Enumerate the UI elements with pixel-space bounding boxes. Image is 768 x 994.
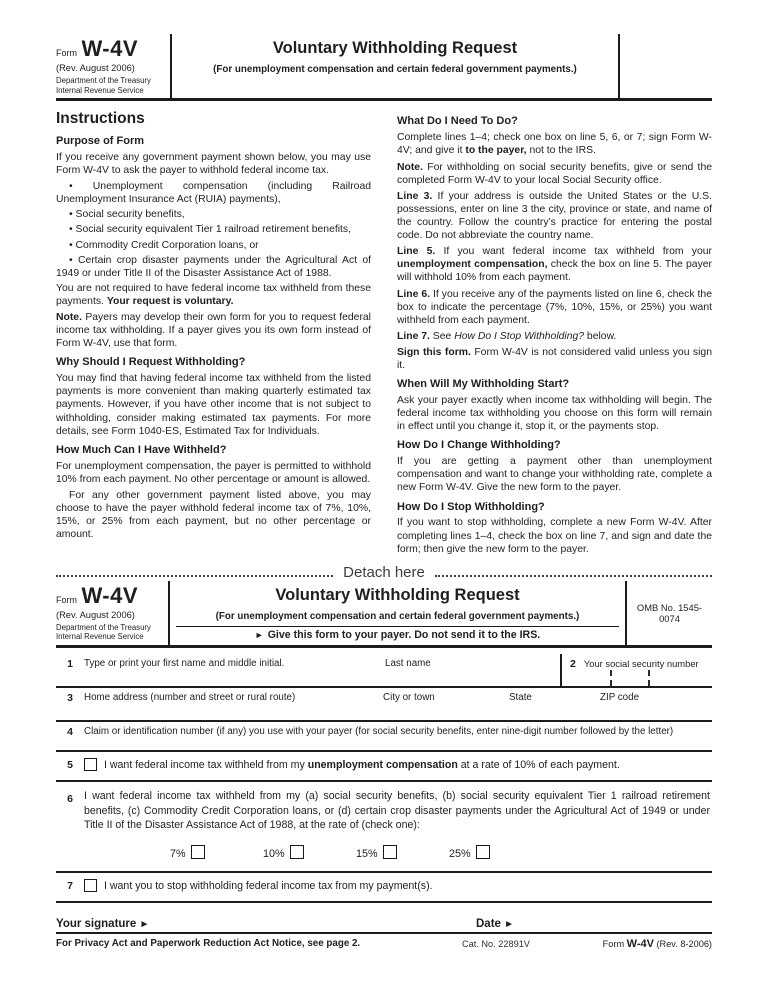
form-footer — [56, 938, 712, 952]
header-title-block — [170, 34, 620, 98]
instructions-left-column — [56, 109, 371, 558]
rate-option-7 — [170, 847, 263, 861]
dept-irs: Internal Revenue Service — [56, 632, 144, 642]
paragraph: You may find that having federal income tax withheld from the listed payments is more convenient than making quarterly estimated tax payments. However, if you have other income that is not subject to withholding, consider making estimated tax payments. For more details, see Form 1040-ES, Estimated Tax for Individuals. — [56, 373, 371, 437]
form-number: W-4V — [81, 36, 139, 61]
line7-number: 7 — [67, 880, 73, 893]
rate-25-label: 25% — [449, 848, 471, 861]
paragraph: Note. For withholding on social security benefits, give or send the completed Form W-4V to your local Social Security office. — [397, 161, 712, 186]
line7-checkbox[interactable] — [84, 879, 97, 892]
paragraph: You are not required to have federal income tax withheld from these payments. Your request is voluntary. — [56, 282, 371, 307]
last-name-label: Last name — [385, 658, 431, 670]
paragraph: Complete lines 1–4; check one box on line 5, 6, or 7; sign Form W-4V; and give it to the payer, not to the IRS. — [397, 132, 712, 157]
rate-25-checkbox[interactable] — [476, 845, 490, 859]
paragraph: For unemployment compensation, the payer is permitted to withhold 10% from each payment. No other percentage or amount is allowed. — [56, 460, 371, 485]
city-label: City or town — [383, 692, 435, 704]
footer-form-id: Form W-4V (Rev. 8-2006) — [602, 938, 712, 951]
give-to-payer-note: ► Give this form to your payer. Do not send it to the IRS. — [176, 626, 619, 644]
paragraph: Line 5. If you want federal income tax withheld from your unemployment compensation, check the box on line 5. The payer will withhold 10% from each payment. — [397, 246, 712, 284]
form-title-block — [168, 581, 627, 645]
form-title: Voluntary Withholding Request — [275, 585, 520, 604]
section-heading: How Do I Change Withholding? — [397, 439, 561, 452]
zip-label: ZIP code — [600, 692, 640, 704]
claim-number-label: Claim or identification number (if any) you use with your payer (for social security benefits, enter nine-digit number followed by the letter) — [84, 726, 674, 738]
bullet-icon: • — [69, 181, 93, 193]
right-arrow-icon: ► — [139, 919, 150, 931]
dept-treasury: Department of the Treasury — [56, 76, 151, 85]
ssn-field[interactable] — [560, 654, 712, 686]
line5-checkbox[interactable] — [84, 758, 97, 771]
zip-field[interactable] — [600, 688, 712, 720]
bullet-icon: • — [69, 254, 78, 266]
state-field[interactable] — [509, 688, 600, 720]
paragraph: Sign this form. Form W-4V is not considered valid unless you sign it. — [397, 346, 712, 372]
line5-text: I want federal income tax withheld from my unemployment compensation at a rate of 10% of each payment. — [104, 759, 620, 772]
paragraph: For any other government payment listed above, you may choose to have the payer withhold federal income tax of 7%, 10%, 15%, or 25% from each payment, but no other percentage or amount. — [56, 489, 371, 541]
form-number: W-4V — [626, 938, 654, 951]
right-arrow-icon: ► — [254, 629, 264, 640]
last-name-field[interactable] — [385, 654, 560, 686]
instructions-header — [56, 34, 712, 101]
line1-number: 1 — [67, 658, 73, 671]
section-heading: Why Should I Request Withholding? — [56, 356, 246, 369]
city-field[interactable] — [383, 688, 509, 720]
paragraph: If you are getting a payment other than unemployment compensation and want to change your withholding rate, complete a new Form W-4V. Give the new form to the payer. — [397, 456, 712, 494]
rate-15-label: 15% — [356, 848, 378, 861]
line3-row — [56, 688, 712, 722]
form-header — [56, 581, 712, 648]
claim-number-field[interactable] — [84, 722, 712, 750]
paragraph: Ask your payer exactly when income tax withholding will begin. The federal income tax withholding you choose on this form will remain in effect until you change it, stop it, or the payments stop. — [397, 395, 712, 433]
right-arrow-icon: ► — [504, 919, 515, 931]
dept-treasury: Department of the Treasury — [56, 622, 151, 632]
rate-option-15 — [356, 847, 449, 861]
form-body — [56, 654, 712, 952]
line4-row — [56, 722, 712, 752]
omb-number: OMB No. 1545-0074 — [636, 601, 703, 624]
paragraph: If you want to stop withholding, complete a new Form W-4V. After completing lines 1–4, check the box on line 7, and sign and date the form; then give the new form to the payer. — [397, 517, 712, 555]
form-word: Form — [56, 594, 77, 605]
first-name-label: Type or print your first name and middle initial. — [84, 658, 285, 670]
dept-irs: Internal Revenue Service — [56, 85, 144, 95]
line6-text: I want federal income tax withheld from my (a) social security benefits, (b) social security equivalent Tier 1 railroad retirement benefits, (c) Commodity Credit Corporation loans, or (d) certain crop disaster payments under the Agricultural Act of 1949 or under Title II of the Disaster Assistance Act of 1988, at the rate of (check one): — [84, 790, 710, 832]
signature-row — [56, 912, 712, 934]
line6-row — [56, 782, 712, 873]
form-identity — [56, 34, 170, 98]
section-heading: How Do I Stop Withholding? — [397, 500, 545, 513]
bullet-icon: • — [69, 224, 76, 236]
rate-7-checkbox[interactable] — [191, 845, 205, 859]
ssn-separator — [610, 670, 612, 686]
form-identity-bottom — [56, 581, 168, 645]
line5-row — [56, 752, 712, 782]
line2-number: 2 — [570, 658, 576, 671]
rate-15-checkbox[interactable] — [383, 845, 397, 859]
paragraph: Line 3. If your address is outside the United States or the U.S. possessions, enter on line 3 the city, province or state, and name of the country. Follow the country’s practice for entering the postal code. Do not abbreviate the country name. — [397, 190, 712, 242]
line7-row — [56, 873, 712, 903]
instructions-right-column — [397, 109, 712, 558]
paragraph: Note. Payers may develop their own form for you to request federal income tax withholding. If a payer gives you its own form instead of Form W-4V, use that form. — [56, 312, 371, 350]
section-heading: How Much Can I Have Withheld? — [56, 443, 227, 456]
bullet-item: • Social security equivalent Tier 1 railroad retirement benefits, — [69, 224, 352, 236]
line4-number: 4 — [67, 726, 73, 739]
rate-7-label: 7% — [170, 848, 186, 861]
line1-row — [56, 654, 712, 688]
form-title: Voluntary Withholding Request — [272, 39, 518, 57]
paragraph: Line 7. See How Do I Stop Withholding? below. — [397, 330, 617, 342]
form-subtitle: (For unemployment compensation and certain federal government payments.) — [213, 64, 577, 75]
form-number: W-4V — [81, 582, 139, 608]
paragraph: Line 6. If you receive any of the payments listed on line 6, check the box to indicate the percentage (7%, 10%, 15%, or 25%) you want withheld from each payment. — [397, 288, 712, 326]
ssn-label: Your social security number — [583, 658, 699, 670]
first-name-field[interactable] — [84, 654, 385, 686]
paragraph: If you receive any government payment shown below, you may use Form W-4V to ask the payer to withhold federal income tax. — [56, 151, 371, 176]
rate-options — [170, 847, 712, 861]
line7-text: I want you to stop withholding federal income tax from my payment(s). — [104, 880, 433, 893]
ssn-separator — [648, 670, 650, 686]
section-heading: Purpose of Form — [56, 134, 145, 147]
instructions-section — [56, 109, 712, 558]
revision-date: (Rev. August 2006) — [56, 63, 135, 73]
bullet-item: • Unemployment compensation (including Railroad Unemployment Insurance Act (RUIA) payments), — [56, 181, 371, 206]
bullet-item: • Social security benefits, — [69, 209, 185, 221]
rate-option-25 — [449, 847, 542, 861]
rate-10-label: 10% — [263, 848, 285, 861]
detach-line — [56, 564, 712, 581]
date-label: Date ► — [476, 918, 515, 931]
section-heading: When Will My Withholding Start? — [397, 378, 570, 391]
form-word: Form — [56, 48, 77, 58]
line5-number: 5 — [67, 759, 73, 772]
section-heading: What Do I Need To Do? — [397, 115, 518, 128]
detach-dotted-left — [56, 575, 333, 577]
line3-number: 3 — [67, 692, 73, 705]
signature-label: Your signature ► — [56, 918, 150, 931]
rate-10-checkbox[interactable] — [290, 845, 304, 859]
form-subtitle: (For unemployment compensation and certain federal government payments.) — [215, 610, 580, 622]
privacy-act-notice: For Privacy Act and Paperwork Reduction Act Notice, see page 2. — [56, 938, 361, 950]
bullet-icon: • — [69, 239, 76, 251]
detach-label: Detach here — [343, 563, 425, 581]
rate-option-10 — [263, 847, 356, 861]
detach-dotted-right — [435, 575, 712, 577]
bullet-item: • Commodity Credit Corporation loans, or — [69, 239, 259, 251]
header-empty-cell — [620, 34, 712, 98]
line6-number: 6 — [67, 793, 73, 806]
home-address-label: Home address (number and street or rural route) — [84, 692, 296, 704]
date-field[interactable] — [526, 912, 712, 932]
instructions-heading: Instructions — [56, 110, 145, 128]
catalog-number: Cat. No. 22891V — [462, 939, 530, 950]
home-address-field[interactable] — [84, 688, 383, 720]
state-label: State — [509, 692, 532, 704]
bullet-icon: • — [69, 209, 76, 221]
bullet-item: • Certain crop disaster payments under the Agricultural Act of 1949 or under Title II of the Disaster Assistance Act of 1988. — [56, 254, 371, 279]
signature-field[interactable] — [176, 912, 462, 932]
revision-date: (Rev. August 2006) — [56, 609, 135, 620]
